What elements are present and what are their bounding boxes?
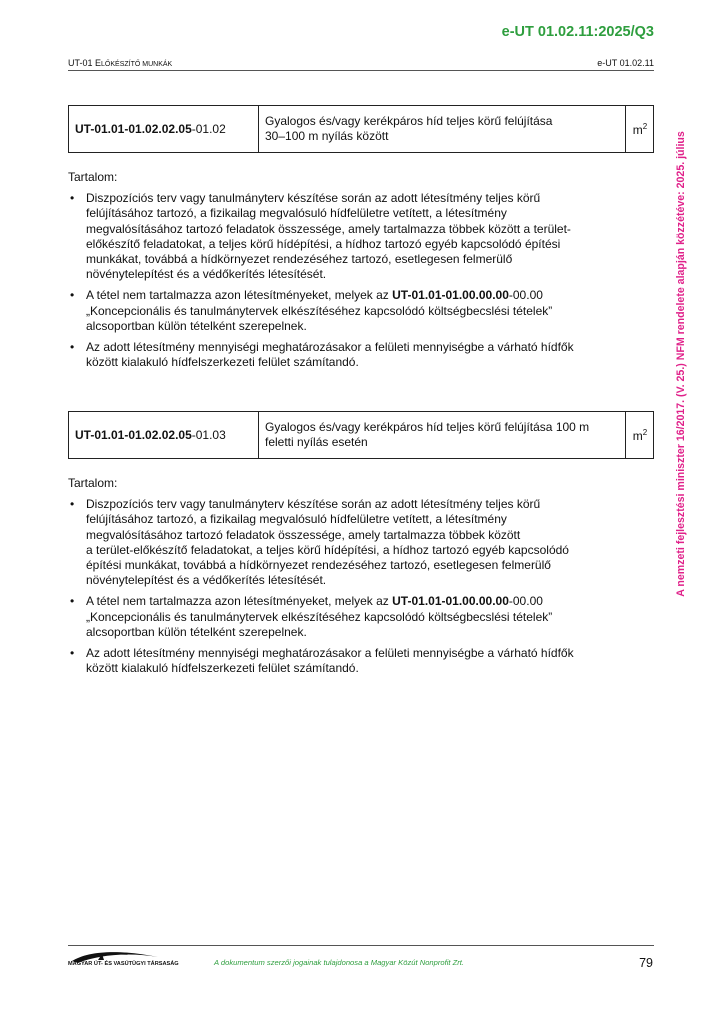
line-post: -00.00 <box>508 288 543 303</box>
item-unit <box>626 106 654 153</box>
line: a terület-előkészítő feladatokat, a teljes körű hídépítési, a hídhoz tartozó egyéb kapcsolódó <box>86 542 569 557</box>
line: felújításához tartozó, a fizikailag megvalósuló hídfelületre vetített, a létesítmény <box>86 512 507 527</box>
line: alcsoportban külön tételként szerepelnek. <box>86 624 307 639</box>
running-header-prefix: UT-01 E <box>68 58 102 68</box>
contents-label: Tartalom: <box>68 476 118 490</box>
page-number: 79 <box>639 956 653 970</box>
list-item <box>68 594 628 640</box>
item-unit-base: m <box>632 428 643 443</box>
society-logo-text: MAGYAR ÚT- ÉS VASÚTÜGYI TÁRSASÁG <box>68 961 179 967</box>
society-logo-icon <box>68 949 160 971</box>
item-unit-base: m <box>632 122 643 137</box>
list-item <box>68 340 628 370</box>
item-code-bold: UT-01.01-01.02.02.05 <box>75 122 192 136</box>
line-pre: A tétel nem tartalmazza azon létesítményeket, melyek az <box>86 594 393 609</box>
line: Diszpozíciós terv vagy tanulmányterv készítése során az adott létesítmény teljes körű <box>86 191 541 206</box>
line: között kialakuló hídfelszerkezeti felület számítandó. <box>86 355 359 370</box>
publication-side-note <box>670 95 692 633</box>
list-item <box>68 191 628 282</box>
contents-list <box>68 191 628 370</box>
item-code <box>69 412 259 459</box>
line: munkákat, továbbá a hídkörnyezet rendezéséhez tartozó, esetlegesen felmerülő <box>86 252 513 267</box>
running-header-smallcaps: LŐKÉSZÍTŐ MUNKÁK <box>101 61 173 68</box>
line: megvalósításához tartozó feladatok összessége, amely tartalmazza többek között a terület- <box>86 221 571 236</box>
line: előkészítő feladatokat, a teljes körű hídépítési, a hídhoz tartozó egyéb kapcsolódó építési <box>86 236 561 251</box>
line: növénytelepítést és a védőkerítés létesítését. <box>86 573 327 588</box>
line: növénytelepítést és a védőkerítés létesítését. <box>86 267 327 282</box>
line: építési munkákat, továbbá a hídkörnyezet rendezéséhez tartozó, esetlegesen felmerülő <box>86 558 551 573</box>
item-description-line-1: Gyalogos és/vagy kerékpáros híd teljes körű felújítása 100 m <box>265 420 590 434</box>
line: Az adott létesítmény mennyiségi meghatározásakor a felületi mennyiségbe a várható hídfők <box>86 646 574 661</box>
copyright-notice: A dokumentum szerzői jogainak tulajdonosa a Magyar Közút Nonprofit Zrt. <box>214 958 465 967</box>
item-code-suffix: -01.02 <box>191 122 226 136</box>
item-code <box>69 106 259 153</box>
line: Diszpozíciós terv vagy tanulmányterv készítése során az adott létesítmény teljes körű <box>86 497 541 512</box>
item-description-line-1: Gyalogos és/vagy kerékpáros híd teljes körű felújítása <box>265 114 553 128</box>
running-header <box>68 58 654 71</box>
item-code-bold: UT-01.01-01.02.02.05 <box>75 428 192 442</box>
footer-divider <box>68 945 654 946</box>
document-code: e-UT 01.02.11:2025/Q3 <box>501 24 654 40</box>
running-header-right: e-UT 01.02.11 <box>597 58 654 68</box>
publication-side-note-text: A nemzeti fejlesztési miniszter 16/2017. (V. 25.) NFM rendelete alapján közzétéve: 2025. július <box>675 131 687 597</box>
item-code-suffix: -01.03 <box>191 428 226 442</box>
referenced-code: UT-01.01-01.00.00.00 <box>392 594 509 609</box>
line: „Koncepcionális és tanulmánytervek elkészítéséhez kapcsolódó költségbecslési tételek” <box>86 609 553 624</box>
item-unit-exponent: 2 <box>642 427 648 437</box>
line: között kialakuló hídfelszerkezeti felület számítandó. <box>86 661 359 676</box>
line: „Koncepcionális és tanulmánytervek elkészítéséhez kapcsolódó költségbecslési tételek” <box>86 303 553 318</box>
item-contents-1 <box>68 170 628 376</box>
item-contents-2 <box>68 476 628 682</box>
line-post: -00.00 <box>508 594 543 609</box>
list-item <box>68 497 628 588</box>
contents-list <box>68 497 628 676</box>
list-item <box>68 646 628 676</box>
line-pre: A tétel nem tartalmazza azon létesítményeket, melyek az <box>86 288 393 303</box>
running-header-left <box>68 58 172 68</box>
item-table-1 <box>68 105 654 153</box>
item-unit-exponent: 2 <box>642 121 648 131</box>
item-description <box>259 106 626 153</box>
item-description-line-2: feletti nyílás esetén <box>265 435 368 449</box>
item-unit <box>626 412 654 459</box>
line: Az adott létesítmény mennyiségi meghatározásakor a felületi mennyiségbe a várható hídfők <box>86 340 574 355</box>
item-table-2 <box>68 411 654 459</box>
item-description-line-2: 30–100 m nyílás között <box>265 129 389 143</box>
line: alcsoportban külön tételként szerepelnek. <box>86 318 307 333</box>
item-description <box>259 412 626 459</box>
line: felújításához tartozó, a fizikailag megvalósuló hídfelületre vetített, a létesítmény <box>86 206 507 221</box>
list-item <box>68 288 628 334</box>
line: megvalósításához tartozó feladatok összessége, amely tartalmazza többek között <box>86 527 521 542</box>
contents-label: Tartalom: <box>68 170 118 184</box>
referenced-code: UT-01.01-01.00.00.00 <box>392 288 509 303</box>
